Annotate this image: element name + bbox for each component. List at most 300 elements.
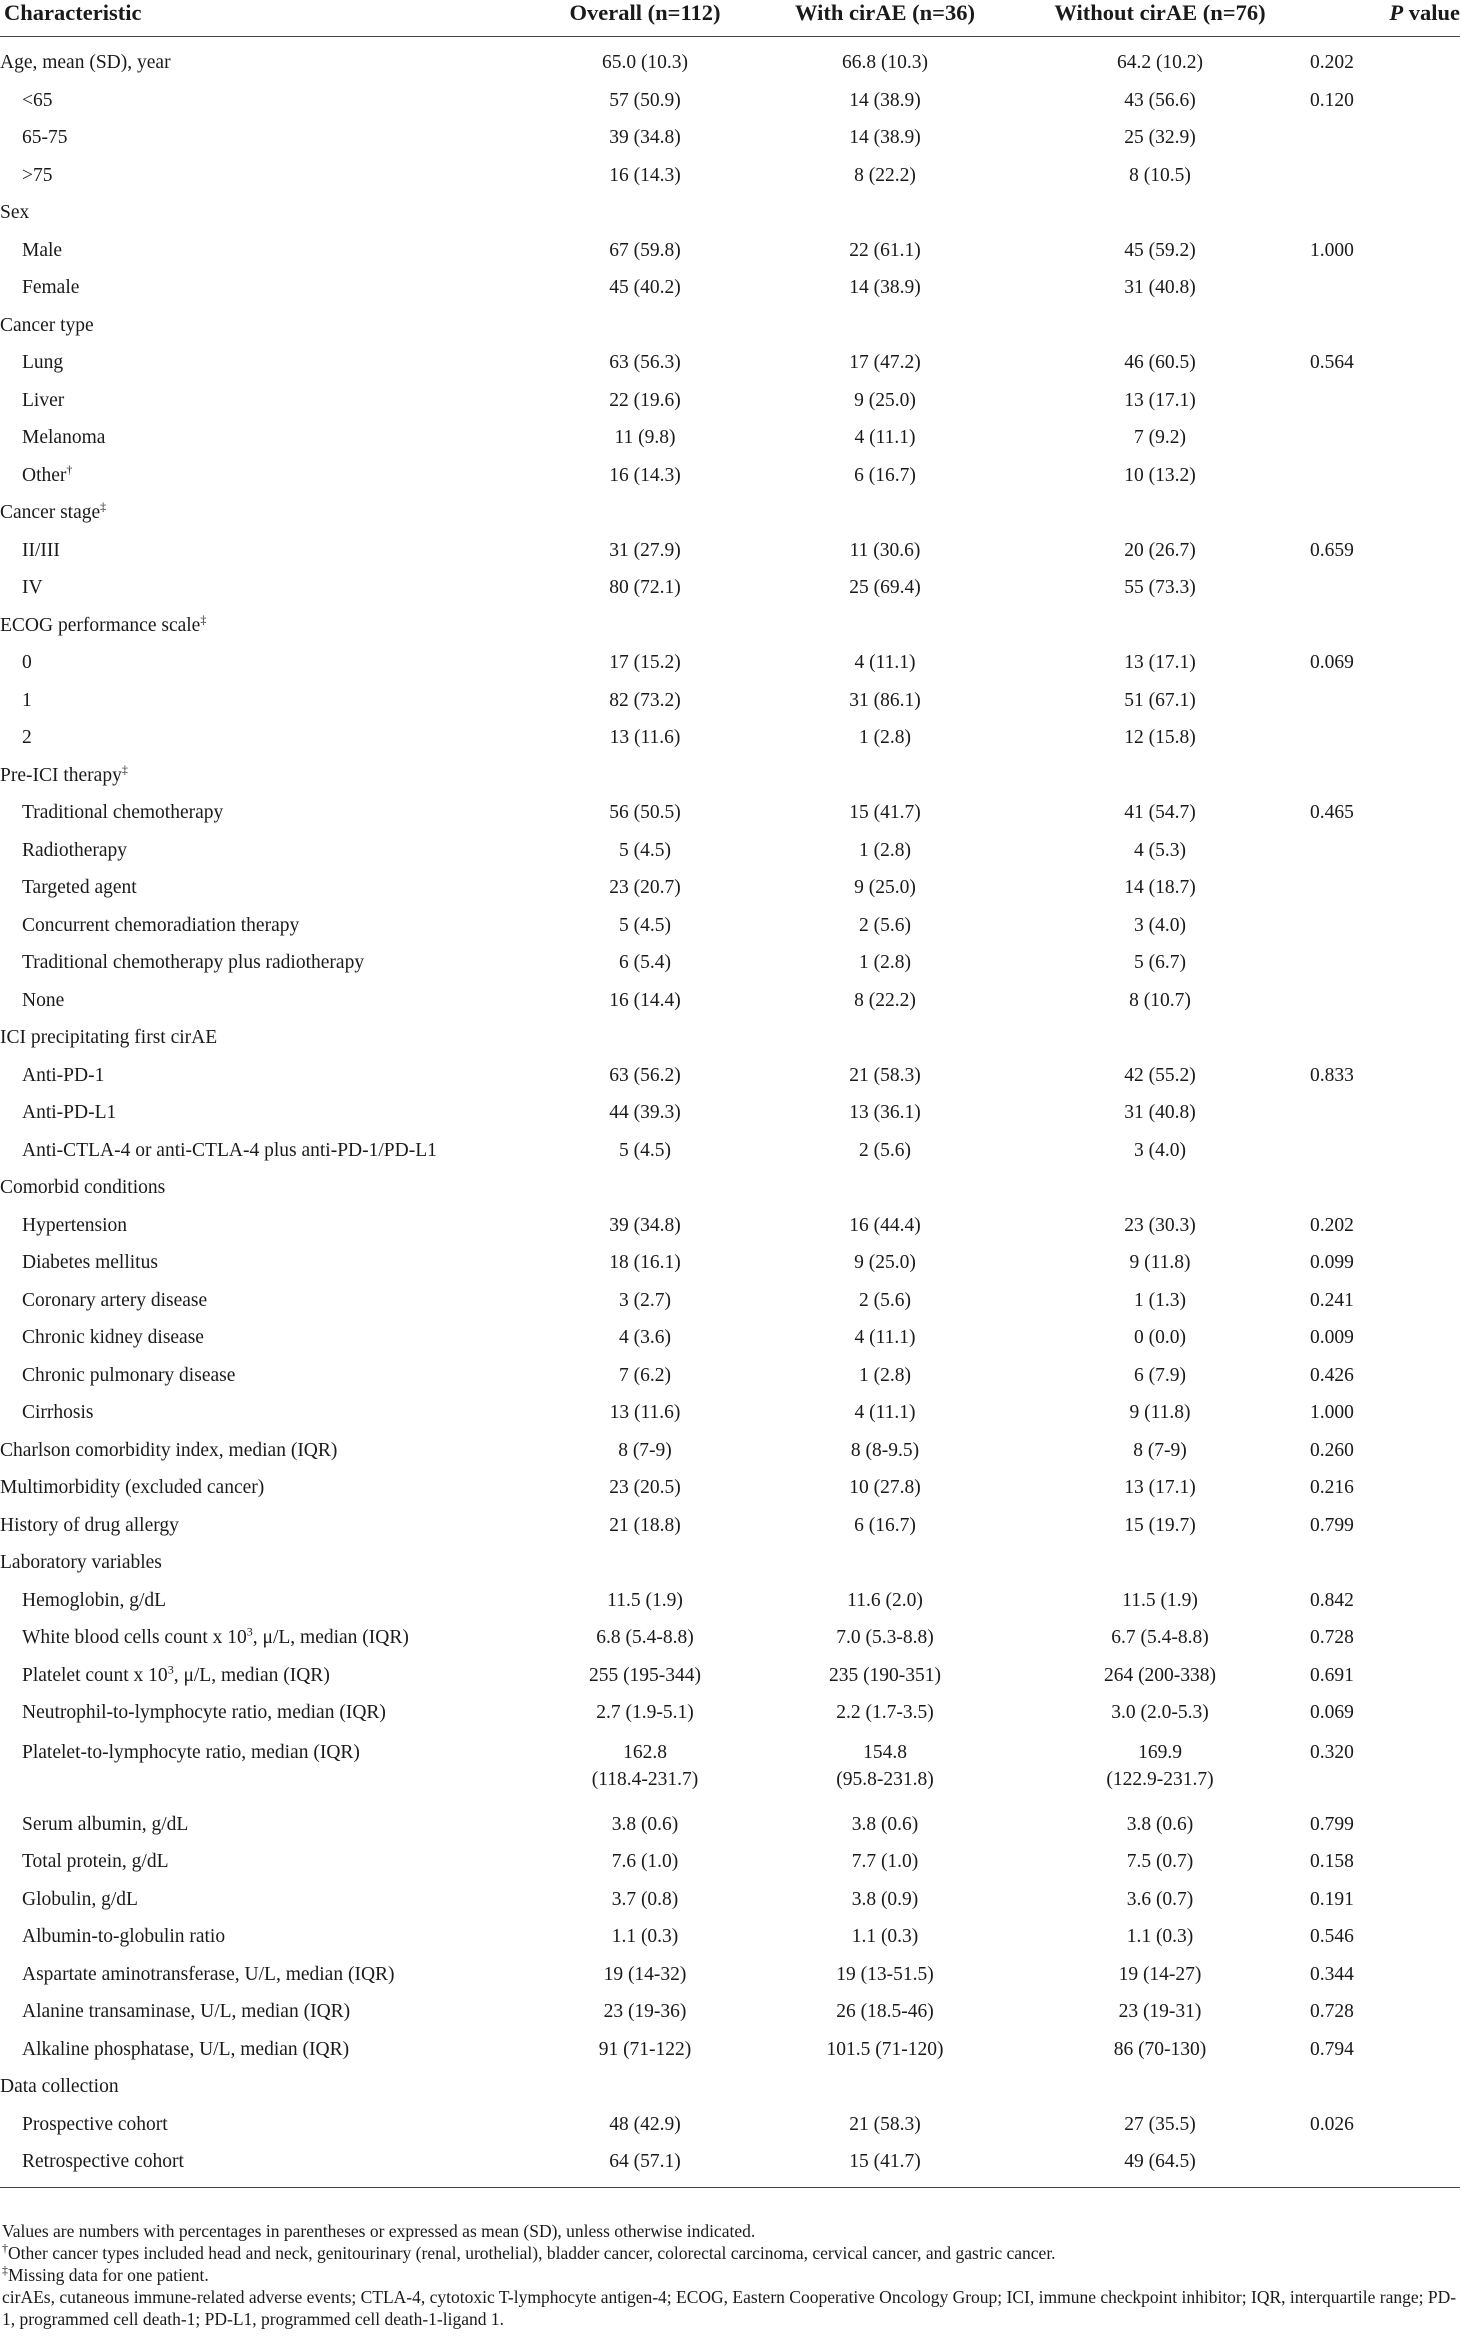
- row-label: 1: [22, 689, 32, 711]
- cell-with-cirae: 11.6 (2.0): [847, 1589, 923, 1611]
- cell-p-value: 0.069: [1310, 652, 1354, 673]
- cell-overall: [530, 194, 760, 232]
- row-label: White blood cells count x $10^3$, μ/L, median (IQR): [22, 1624, 409, 1648]
- cell-overall: 21 (18.8): [609, 1514, 681, 1536]
- cell-with-cirae: 14 (38.9): [849, 277, 921, 298]
- row-label: Coronary artery disease: [22, 1289, 208, 1311]
- cell-p-value: 0.202: [1310, 52, 1354, 73]
- table-row: [0, 1357, 1460, 1395]
- cell-without-cirae: 13 (17.1): [1124, 1477, 1196, 1498]
- cell-with-cirae: 4 (11.1): [854, 1327, 916, 1348]
- cell-with-cirae: [760, 2068, 1010, 2106]
- row-label: Hypertension: [22, 1214, 128, 1236]
- table-body: [0, 37, 1460, 2188]
- cell-overall: [530, 1544, 760, 1582]
- cell-without-cirae: 3.0 (2.0-5.3): [1111, 1702, 1209, 1723]
- cell-p-value: 0.799: [1310, 1514, 1354, 1536]
- cell-with-cirae: 4 (11.1): [854, 1402, 916, 1423]
- cell-without-cirae: 6 (7.9): [1134, 1364, 1186, 1386]
- table-row: [0, 1057, 1460, 1095]
- cell-without-cirae: 45 (59.2): [1124, 239, 1196, 261]
- cell-p-value: 0.320: [1310, 1741, 1354, 1763]
- table-row: [0, 907, 1460, 945]
- cell-with-cirae: 10 (27.8): [849, 1477, 921, 1498]
- cell-overall: 11 (9.8): [614, 427, 676, 448]
- header-p-italic: P: [1389, 0, 1404, 25]
- cell-overall: 63 (56.3): [609, 352, 681, 373]
- table-footnotes: [0, 2220, 1460, 2330]
- cell-overall: 63 (56.2): [609, 1064, 681, 1086]
- row-label: 65-75: [22, 127, 68, 148]
- cell-p-value: [1310, 382, 1460, 420]
- row-label: Platelet-to-lymphocyte ratio, median (IQR): [22, 1741, 360, 1763]
- table-row: [0, 1319, 1460, 1357]
- row-label: Globulin, g/dL: [22, 1888, 138, 1910]
- row-label: >75: [22, 164, 53, 186]
- table-row: [0, 119, 1460, 157]
- table-row: [0, 1244, 1460, 1282]
- row-label: Aspartate aminotransferase, U/L, median (IQR): [22, 1963, 395, 1985]
- table-row: [0, 1843, 1460, 1881]
- row-label: Sex: [0, 202, 30, 223]
- table-row: [0, 1507, 1460, 1545]
- cell-with-cirae: 9 (25.0): [854, 389, 916, 411]
- cell-p-value: 0.069: [1310, 1702, 1354, 1723]
- cell-without-cirae: 3.8 (0.6): [1126, 1813, 1194, 1835]
- cell-without-cirae: 64.2 (10.2): [1116, 52, 1204, 73]
- cell-p-value: 0.728: [1310, 1627, 1354, 1648]
- cell-without-cirae: [1010, 307, 1310, 345]
- table-row: [0, 982, 1460, 1020]
- cell-overall: 48 (42.9): [609, 2113, 681, 2135]
- row-label: 0: [22, 652, 32, 673]
- row-label: Neutrophil-to-lymphocyte ratio, median (IQR): [22, 1702, 386, 1723]
- row-label: Laboratory variables: [0, 1552, 162, 1573]
- row-label: Hemoglobin, g/dL: [22, 1589, 167, 1611]
- table-row: [0, 157, 1460, 195]
- cell-with-cirae: 1 (2.8): [859, 1364, 911, 1386]
- row-label: Female: [22, 277, 80, 298]
- row-label: Alkaline phosphatase, U/L, median (IQR): [22, 2038, 350, 2060]
- cell-p-value: 0.009: [1310, 1327, 1354, 1348]
- table-row: [0, 2106, 1460, 2144]
- cell-overall: 65.0 (10.3): [601, 52, 689, 73]
- cell-with-cirae: 25 (69.4): [849, 577, 921, 598]
- row-label: Retrospective cohort: [0, 2143, 530, 2187]
- cell-overall: 4 (3.6): [619, 1327, 671, 1348]
- cell-p-value: 0.842: [1310, 1589, 1354, 1611]
- cell-p-value: 1.000: [1310, 239, 1354, 261]
- cell-without-cirae: 19 (14-27): [1118, 1963, 1202, 1985]
- table-row: [0, 644, 1460, 682]
- cell-with-cirae: 9 (25.0): [854, 877, 916, 898]
- table-row: [0, 1582, 1460, 1620]
- cell-p-value: [1310, 1132, 1460, 1170]
- cell-with-cirae: 21 (58.3): [849, 1064, 921, 1086]
- cell-p-value: 0.833: [1310, 1064, 1354, 1086]
- cell-without-cirae: 55 (73.3): [1124, 577, 1196, 598]
- cell-overall: 31 (27.9): [609, 539, 681, 561]
- table-row: [0, 2031, 1460, 2069]
- table-row: [0, 1019, 1460, 1057]
- cell-overall: 6 (5.4): [619, 952, 671, 973]
- table-row: [0, 1169, 1460, 1207]
- cell-without-cirae: [1010, 2068, 1310, 2106]
- cell-with-cirae: [760, 494, 1010, 532]
- cell-p-value: 0.202: [1310, 1214, 1354, 1236]
- cell-without-cirae: 43 (56.6): [1124, 89, 1196, 111]
- table-row: [0, 2068, 1460, 2106]
- cell-p-value: 0.158: [1310, 1851, 1354, 1872]
- row-label: Charlson comorbidity index, median (IQR): [0, 1439, 338, 1461]
- cell-without-cirae: [1010, 1544, 1310, 1582]
- cell-overall: 44 (39.3): [609, 1102, 681, 1123]
- table-header-row: [0, 0, 1460, 37]
- cell-overall: [530, 1019, 760, 1057]
- cell-without-cirae: 3 (4.0): [1134, 914, 1186, 936]
- cell-p-value: 0.344: [1310, 1963, 1354, 1985]
- cell-without-cirae: 1.1 (0.3): [1126, 1926, 1194, 1947]
- cell-with-cirae: 15 (41.7): [849, 802, 921, 823]
- table-row: [0, 1432, 1460, 1470]
- cell-overall: 3.8 (0.6): [611, 1813, 679, 1835]
- cell-overall: 2.7 (1.9-5.1): [596, 1702, 694, 1723]
- cell-with-cirae: 1 (2.8): [859, 839, 911, 861]
- row-label: Serum albumin, g/dL: [22, 1813, 189, 1835]
- table-row: [0, 1394, 1460, 1432]
- cell-with-cirae: 4 (11.1): [854, 652, 916, 673]
- row-label: Pre-ICI therapy‡: [0, 762, 128, 786]
- cell-p-value: 1.000: [1310, 1402, 1354, 1423]
- cell-with-cirae: 2 (5.6): [859, 914, 911, 936]
- row-label: Concurrent chemoradiation therapy: [22, 914, 300, 936]
- cell-with-cirae: 31 (86.1): [849, 689, 921, 711]
- cell-with-cirae: [760, 194, 1010, 232]
- cell-with-cirae: 8 (22.2): [854, 989, 916, 1011]
- cell-without-cirae: 31 (40.8): [1124, 1102, 1196, 1123]
- table-row: [0, 82, 1460, 120]
- cell-without-cirae: 20 (26.7): [1124, 539, 1196, 561]
- cell-without-cirae: 10 (13.2): [1124, 464, 1196, 486]
- cell-p-value: 0.241: [1310, 1289, 1354, 1311]
- cell-overall: 39 (34.8): [609, 127, 681, 148]
- cell-p-value: 0.564: [1310, 352, 1354, 373]
- header-characteristic: Characteristic: [0, 0, 530, 37]
- cell-with-cirae: 19 (13-51.5): [836, 1963, 934, 1985]
- cell-with-cirae: [760, 757, 1010, 795]
- cell-overall: 162.8 (118.4-231.7): [591, 1741, 699, 1790]
- cell-p-value: [1310, 419, 1460, 457]
- row-label: Liver: [22, 389, 65, 411]
- cell-with-cirae: 2 (5.6): [859, 1289, 911, 1311]
- table-row: [0, 1282, 1460, 1320]
- footnote: cirAEs, cutaneous immune-related adverse events; CTLA-4, cytotoxic T-lymphocyte antigen-4; ECOG, Eastern Cooperative Oncology Group; ICI, immune checkpoint inhibitor; IQR, interquartile range; PD-1, programmed cell death-1; PD-L1, programmed cell death-1-ligand 1.: [2, 2287, 1457, 2329]
- cell-overall: 11.5 (1.9): [607, 1589, 683, 1611]
- cell-overall: [530, 757, 760, 795]
- table-row: [0, 532, 1460, 570]
- cell-p-value: [1310, 869, 1460, 907]
- row-label: Male: [22, 239, 63, 261]
- cell-without-cirae: 41 (54.7): [1124, 802, 1196, 823]
- cell-overall: 8 (7-9): [618, 1439, 672, 1461]
- row-label: Alanine transaminase, U/L, median (IQR): [22, 2001, 351, 2022]
- cell-with-cirae: 26 (18.5-46): [836, 2001, 934, 2022]
- cell-with-cirae: 235 (190-351): [828, 1664, 942, 1686]
- cell-p-value: [1310, 269, 1460, 307]
- table-row: [0, 1956, 1460, 1994]
- row-label: <65: [22, 89, 53, 111]
- row-label: Age, mean (SD), year: [0, 52, 171, 73]
- cell-with-cirae: 2.2 (1.7-3.5): [836, 1702, 934, 1723]
- cell-p-value: [1310, 1544, 1460, 1582]
- cell-without-cirae: 4 (5.3): [1134, 839, 1186, 861]
- cell-with-cirae: 7.7 (1.0): [851, 1851, 919, 1872]
- cell-p-value: [1310, 1019, 1460, 1057]
- cell-without-cirae: 169.9 (122.9-231.7): [1106, 1741, 1214, 1790]
- table-row: [0, 1132, 1460, 1170]
- table-row: [0, 1657, 1460, 1695]
- cell-overall: 7 (6.2): [619, 1364, 671, 1386]
- cell-without-cirae: 8 (7-9): [1133, 1439, 1187, 1461]
- table-row: [0, 569, 1460, 607]
- cell-p-value: 0.026: [1310, 2113, 1354, 2135]
- header-p-value: [1310, 0, 1460, 37]
- row-label: Cancer type: [0, 314, 94, 336]
- row-label: Platelet count x $10^3$, μ/L, median (IQR): [22, 1662, 330, 1686]
- cell-overall: 18 (16.1): [609, 1252, 681, 1273]
- row-label: Diabetes mellitus: [22, 1252, 158, 1273]
- cell-p-value: [1310, 982, 1460, 1020]
- cell-overall: 19 (14-32): [603, 1963, 687, 1985]
- cell-p-value: 0.191: [1310, 1888, 1354, 1910]
- cell-overall: 7.6 (1.0): [611, 1851, 679, 1872]
- table-row: [0, 1993, 1460, 2031]
- cell-p-value: 0.216: [1310, 1477, 1354, 1498]
- row-label: IV: [22, 577, 43, 598]
- cell-without-cirae: 9 (11.8): [1129, 1252, 1191, 1273]
- cell-overall: [530, 607, 760, 645]
- table-row: [0, 269, 1460, 307]
- cell-overall: 23 (20.7): [609, 877, 681, 898]
- cell-with-cirae: 6 (16.7): [854, 1514, 916, 1536]
- cell-overall: 5 (4.5): [619, 839, 671, 861]
- cell-without-cirae: 3.6 (0.7): [1126, 1888, 1194, 1910]
- cell-with-cirae: 11 (30.6): [849, 539, 921, 561]
- cell-overall: [530, 1169, 760, 1207]
- cell-with-cirae: 14 (38.9): [849, 89, 921, 111]
- row-label: Multimorbidity (excluded cancer): [0, 1477, 265, 1498]
- cell-overall: 82 (73.2): [609, 689, 681, 711]
- cell-with-cirae: 1.1 (0.3): [851, 1926, 919, 1947]
- cell-overall: 80 (72.1): [609, 577, 681, 598]
- cell-with-cirae: 1 (2.8): [859, 952, 911, 973]
- row-label: 2: [22, 727, 32, 748]
- table-row: [0, 382, 1460, 420]
- cell-without-cirae: [1010, 494, 1310, 532]
- row-label: ICI precipitating first cirAE: [0, 1027, 218, 1048]
- cell-without-cirae: 7 (9.2): [1134, 427, 1186, 448]
- row-label: Cirrhosis: [22, 1402, 94, 1423]
- cell-p-value: [1310, 832, 1460, 870]
- cell-p-value: [1310, 2068, 1460, 2106]
- cell-p-value: [1310, 119, 1460, 157]
- table-row: [0, 194, 1460, 232]
- table-row: [0, 1207, 1460, 1245]
- cell-p-value: [1310, 719, 1460, 757]
- cell-with-cirae: 7.0 (5.3-8.8): [836, 1627, 934, 1648]
- row-label: Data collection: [0, 2076, 119, 2097]
- cell-p-value: [1310, 157, 1460, 195]
- row-label: Other†: [22, 462, 73, 486]
- cell-p-value: 0.260: [1310, 1439, 1354, 1461]
- cell-overall: 23 (20.5): [609, 1477, 681, 1498]
- table-row: [0, 1469, 1460, 1507]
- table-row: [0, 719, 1460, 757]
- cell-p-value: [1310, 757, 1460, 795]
- table-row: [0, 832, 1460, 870]
- cell-without-cirae: [1010, 1169, 1310, 1207]
- table-row: [0, 232, 1460, 270]
- cell-with-cirae: 14 (38.9): [849, 127, 921, 148]
- cell-overall: 23 (19-36): [603, 2001, 687, 2022]
- cell-p-value: 0.799: [1310, 1813, 1354, 1835]
- row-label: History of drug allergy: [0, 1514, 179, 1536]
- table-row: [0, 1094, 1460, 1132]
- row-label: Anti-PD-L1: [22, 1102, 117, 1123]
- cell-with-cirae: [760, 1019, 1010, 1057]
- row-label: Chronic kidney disease: [22, 1327, 204, 1348]
- cell-without-cirae: 14 (18.7): [1124, 877, 1196, 898]
- cell-without-cirae: 7.5 (0.7): [1126, 1851, 1194, 1872]
- cell-p-value: [1310, 569, 1460, 607]
- cell-without-cirae: [1010, 607, 1310, 645]
- cell-overall: 16 (14.3): [609, 164, 681, 186]
- table-row: [0, 1918, 1460, 1956]
- row-label: Melanoma: [22, 427, 106, 448]
- cell-with-cirae: 6 (16.7): [854, 464, 916, 486]
- cell-without-cirae: 27 (35.5): [1124, 2113, 1196, 2135]
- row-label: ECOG performance scale‡: [0, 612, 207, 636]
- row-label: Traditional chemotherapy plus radiotherapy: [22, 952, 365, 973]
- cell-without-cirae: 86 (70-130): [1113, 2038, 1207, 2060]
- cell-p-value: 0.728: [1310, 2001, 1354, 2022]
- cell-p-value: [1310, 607, 1460, 645]
- cell-without-cirae: 49 (64.5): [1010, 2143, 1310, 2187]
- cell-without-cirae: 264 (200-338): [1103, 1664, 1217, 1686]
- header-without-cirae: Without cirAE (n=76): [1010, 0, 1310, 37]
- cell-p-value: [1310, 944, 1460, 982]
- cell-p-value: 0.099: [1310, 1252, 1354, 1273]
- table-row: [0, 307, 1460, 345]
- cell-p-value: 0.691: [1310, 1664, 1354, 1686]
- header-p-rest: value: [1403, 0, 1460, 25]
- cell-with-cirae: [760, 607, 1010, 645]
- row-label: Anti-CTLA-4 or anti-CTLA-4 plus anti-PD-1/PD-L1: [22, 1139, 437, 1161]
- cell-with-cirae: 1 (2.8): [859, 727, 911, 748]
- row-label: Traditional chemotherapy: [22, 802, 224, 823]
- cell-without-cirae: 42 (55.2): [1124, 1064, 1196, 1086]
- cell-p-value: [1310, 194, 1460, 232]
- cell-without-cirae: 51 (67.1): [1124, 689, 1196, 711]
- cell-p-value: 0.120: [1310, 89, 1354, 111]
- cell-with-cirae: 66.8 (10.3): [841, 52, 929, 73]
- cell-p-value: [1310, 907, 1460, 945]
- cell-overall: 255 (195-344): [588, 1664, 702, 1686]
- table-row: [0, 457, 1460, 495]
- cell-with-cirae: 4 (11.1): [854, 427, 916, 448]
- row-label: Anti-PD-1: [22, 1064, 105, 1086]
- cell-p-value: 0.794: [1310, 2038, 1354, 2060]
- table-row: [0, 1806, 1460, 1844]
- cell-p-value: 0.659: [1310, 539, 1354, 561]
- cell-with-cirae: [760, 1544, 1010, 1582]
- cell-without-cirae: [1010, 1019, 1310, 1057]
- cell-overall: 16 (14.4): [609, 989, 681, 1011]
- cell-without-cirae: 12 (15.8): [1124, 727, 1196, 748]
- cell-overall: 6.8 (5.4-8.8): [596, 1627, 694, 1648]
- cell-overall: 3.7 (0.8): [611, 1888, 679, 1910]
- cell-with-cirae: 3.8 (0.6): [851, 1813, 919, 1835]
- cell-overall: 56 (50.5): [609, 802, 681, 823]
- row-label: II/III: [22, 539, 60, 561]
- cell-with-cirae: 8 (8-9.5): [850, 1439, 920, 1461]
- table-row: [0, 1619, 1460, 1657]
- row-label: Targeted agent: [22, 877, 137, 898]
- cell-without-cirae: [1010, 757, 1310, 795]
- cell-without-cirae: 0 (0.0): [1134, 1327, 1186, 1348]
- cell-overall: 3 (2.7): [619, 1289, 671, 1311]
- cell-with-cirae: 22 (61.1): [849, 239, 921, 261]
- cell-with-cirae: 17 (47.2): [849, 352, 921, 373]
- row-label: Total protein, g/dL: [22, 1851, 169, 1872]
- cell-overall: 45 (40.2): [609, 277, 681, 298]
- cell-with-cirae: 21 (58.3): [849, 2113, 921, 2135]
- cell-with-cirae: 16 (44.4): [849, 1214, 921, 1236]
- table-row: [0, 1694, 1460, 1732]
- footnote: Values are numbers with percentages in parentheses or expressed as mean (SD), unless otherwise indicated.: [2, 2221, 756, 2241]
- cell-with-cirae: [760, 1169, 1010, 1207]
- cell-with-cirae: 9 (25.0): [854, 1252, 916, 1273]
- cell-p-value: [1310, 1169, 1460, 1207]
- cell-without-cirae: 11.5 (1.9): [1122, 1589, 1198, 1611]
- cell-without-cirae: 8 (10.5): [1129, 164, 1191, 186]
- row-label: Cancer stage‡: [0, 499, 107, 523]
- table-row: [0, 682, 1460, 720]
- table-row: [0, 869, 1460, 907]
- cell-overall: 57 (50.9): [609, 89, 681, 111]
- row-label: None: [22, 989, 65, 1011]
- cell-with-cirae: 101.5 (71-120): [826, 2038, 944, 2060]
- cell-p-value: [1310, 307, 1460, 345]
- row-label: Chronic pulmonary disease: [22, 1364, 236, 1386]
- cell-overall: [530, 2068, 760, 2106]
- cell-without-cirae: 15 (19.7): [1124, 1514, 1196, 1536]
- table-row: [0, 2143, 1460, 2187]
- table-row: [0, 944, 1460, 982]
- cell-with-cirae: 2 (5.6): [859, 1139, 911, 1161]
- cell-p-value: [1310, 1094, 1460, 1132]
- cell-overall: 67 (59.8): [609, 239, 681, 261]
- cell-without-cirae: [1010, 194, 1310, 232]
- cell-overall: 13 (11.6): [609, 1402, 681, 1423]
- cell-without-cirae: 6.7 (5.4-8.8): [1111, 1627, 1209, 1648]
- cell-overall: 5 (4.5): [619, 1139, 671, 1161]
- cell-without-cirae: 9 (11.8): [1129, 1402, 1191, 1423]
- cell-overall: [530, 307, 760, 345]
- row-label: Radiotherapy: [22, 839, 128, 861]
- cell-with-cirae: 3.8 (0.9): [851, 1888, 919, 1910]
- cell-overall: 17 (15.2): [609, 652, 681, 673]
